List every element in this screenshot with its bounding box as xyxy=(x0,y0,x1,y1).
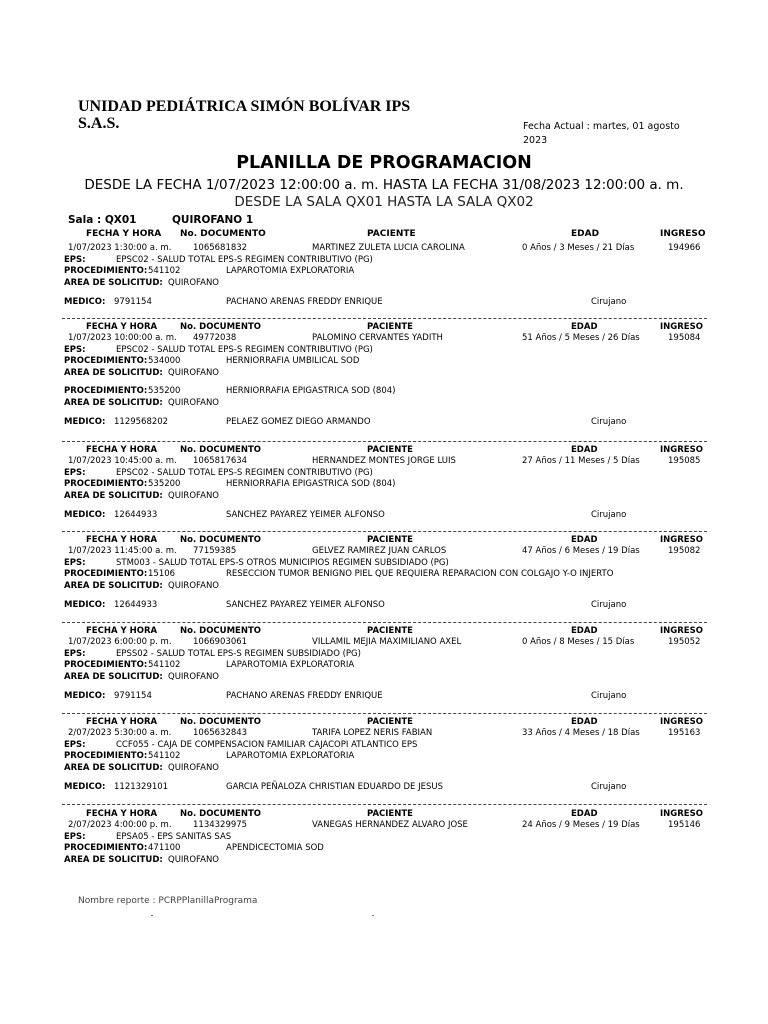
record-separator xyxy=(62,441,707,442)
room-label: Sala : QX01 xyxy=(68,214,137,226)
record-document-number: 1065681832 xyxy=(193,243,248,253)
area-label: AREA DE SOLICITUD: xyxy=(64,762,163,773)
doctor-label: MEDICO: xyxy=(64,782,106,792)
doctor-role: Cirujano xyxy=(591,782,627,792)
eps-label: EPS: xyxy=(64,739,86,750)
record-age: 33 Años / 4 Meses / 18 Días xyxy=(522,728,640,738)
procedure-name: LAPAROTOMIA EXPLORATORIA xyxy=(226,660,355,670)
doctor-name: SANCHEZ PAYAREZ YEIMER ALFONSO xyxy=(226,600,385,610)
eps-label: EPS: xyxy=(64,648,86,659)
doctor-label: MEDICO: xyxy=(64,417,106,427)
area-label: AREA DE SOLICITUD: xyxy=(64,277,163,288)
procedure-name: HERNIORRAFIA UMBILICAL SOD xyxy=(226,356,360,366)
current-date-year: 2023 xyxy=(523,135,548,146)
procedure-name: HERNIORRAFIA EPIGASTRICA SOD (804) xyxy=(226,386,396,396)
doctor-id: 9791154 xyxy=(114,297,152,307)
doctor-role: Cirujano xyxy=(591,691,627,701)
doctor-role: Cirujano xyxy=(591,297,627,307)
request-area: QUIROFANO xyxy=(168,490,219,501)
header-age: EDAD xyxy=(571,321,598,332)
header-age: EDAD xyxy=(571,534,598,545)
header-document-number: No. DOCUMENTO xyxy=(180,444,261,455)
doctor-label: MEDICO: xyxy=(64,510,106,520)
request-area: QUIROFANO xyxy=(168,277,219,288)
record-eps: EPSC02 - SALUD TOTAL EPS-S REGIMEN CONTRIBUTIVO (PG) xyxy=(116,467,373,478)
header-age: EDAD xyxy=(571,625,598,636)
header-date-time: FECHA Y HORA xyxy=(86,625,158,636)
doctor-role: Cirujano xyxy=(591,417,627,427)
record-document-number: 1065632843 xyxy=(193,728,248,738)
record-patient-name: MARTINEZ ZULETA LUCIA CAROLINA xyxy=(312,243,465,253)
procedure-code: 541102 xyxy=(148,751,181,761)
doctor-label: MEDICO: xyxy=(64,600,106,610)
doctor-name: PELAEZ GOMEZ DIEGO ARMANDO xyxy=(226,417,371,427)
doctor-role: Cirujano xyxy=(591,600,627,610)
doctor-id: 1121329101 xyxy=(114,782,169,792)
doctor-id: 12644933 xyxy=(114,510,158,520)
report-name: Nombre reporte : PCRPPlanillaPrograma xyxy=(78,896,258,906)
record-eps: EPSC02 - SALUD TOTAL EPS-S REGIMEN CONTRIBUTIVO (PG) xyxy=(116,254,373,265)
record-document-number: 49772038 xyxy=(193,333,237,343)
header-document-number: No. DOCUMENTO xyxy=(180,534,261,545)
header-admission: INGRESO xyxy=(660,625,703,636)
doctor-role: Cirujano xyxy=(591,510,627,520)
record-admission-number: 195084 xyxy=(668,333,701,343)
doctor-id: 1129568202 xyxy=(114,417,169,427)
request-area: QUIROFANO xyxy=(168,854,219,865)
doctor-label: MEDICO: xyxy=(64,297,106,307)
header-date-time: FECHA Y HORA xyxy=(86,716,158,727)
record-admission-number: 195163 xyxy=(668,728,701,738)
record-eps: EPSC02 - SALUD TOTAL EPS-S REGIMEN CONTRIBUTIVO (PG) xyxy=(116,344,373,355)
eps-label: EPS: xyxy=(64,557,86,568)
header-patient: PACIENTE xyxy=(367,808,413,819)
record-admission-number: 195146 xyxy=(668,820,701,830)
operating-room-name: QUIROFANO 1 xyxy=(172,214,254,226)
header-date-time: FECHA Y HORA xyxy=(86,444,158,455)
request-area: QUIROFANO xyxy=(168,367,219,378)
procedure-label: PROCEDIMIENTO: xyxy=(64,843,148,853)
record-separator xyxy=(62,531,707,532)
eps-label: EPS: xyxy=(64,831,86,842)
procedure-code: 471100 xyxy=(148,843,181,853)
header-patient: PACIENTE xyxy=(367,321,413,332)
header-document-number: No. DOCUMENTO xyxy=(180,625,261,636)
procedure-code: 535200 xyxy=(148,479,181,489)
record-patient-name: PALOMINO CERVANTES YADITH xyxy=(312,333,443,343)
record-document-number: 1066903061 xyxy=(193,637,248,647)
procedure-label: PROCEDIMIENTO: xyxy=(64,751,148,761)
record-eps: EPSS02 - SALUD TOTAL EPS-S REGIMEN SUBSIDIADO (PG) xyxy=(116,648,361,659)
clipped-header-document: No. DOCUMENTO xyxy=(180,229,266,239)
room-range: DESDE LA SALA QX01 HASTA LA SALA QX02 xyxy=(234,194,534,210)
clipped-header-admission: INGRESO xyxy=(660,229,706,239)
record-admission-number: 195082 xyxy=(668,546,701,556)
record-date-time: 1/07/2023 1:30:00 a. m. xyxy=(68,243,172,253)
procedure-name: RESECCION TUMOR BENIGNO PIEL QUE REQUIERA REPARACION CON COLGAJO Y-O INJERTO xyxy=(226,569,614,579)
procedure-code: 541102 xyxy=(148,266,181,276)
header-age: EDAD xyxy=(571,716,598,727)
eps-label: EPS: xyxy=(64,467,86,478)
procedure-label: PROCEDIMIENTO: xyxy=(64,356,148,366)
request-area: QUIROFANO xyxy=(168,580,219,591)
area-label: AREA DE SOLICITUD: xyxy=(64,397,163,408)
procedure-label: PROCEDIMIENTO: xyxy=(64,660,148,670)
record-separator xyxy=(62,713,707,714)
clipped-header-patient: PACIENTE xyxy=(367,229,416,239)
organization-name-line2: S.A.S. xyxy=(78,115,120,132)
header-patient: PACIENTE xyxy=(367,444,413,455)
record-date-time: 1/07/2023 10:00:00 a. m. xyxy=(68,333,177,343)
date-range: DESDE LA FECHA 1/07/2023 12:00:00 a. m. HASTA LA FECHA 31/08/2023 12:00:00 a. m. xyxy=(84,177,684,193)
procedure-name: LAPAROTOMIA EXPLORATORIA xyxy=(226,266,355,276)
header-document-number: No. DOCUMENTO xyxy=(180,321,261,332)
record-separator xyxy=(62,622,707,623)
request-area: QUIROFANO xyxy=(168,762,219,773)
eps-label: EPS: xyxy=(64,344,86,355)
record-age: 47 Años / 6 Meses / 19 Días xyxy=(522,546,640,556)
record-patient-name: VILLAMIL MEJIA MAXIMILIANO AXEL xyxy=(312,637,462,647)
procedure-label: PROCEDIMIENTO: xyxy=(64,266,148,276)
doctor-name: SANCHEZ PAYAREZ YEIMER ALFONSO xyxy=(226,510,385,520)
organization-name xyxy=(78,98,410,132)
header-patient: PACIENTE xyxy=(367,716,413,727)
procedure-label: PROCEDIMIENTO: xyxy=(64,479,148,489)
record-date-time: 1/07/2023 11:45:00 a. m. xyxy=(68,546,177,556)
area-label: AREA DE SOLICITUD: xyxy=(64,367,163,378)
request-area: QUIROFANO xyxy=(168,671,219,682)
record-admission-number: 195085 xyxy=(668,456,701,466)
area-label: AREA DE SOLICITUD: xyxy=(64,580,163,591)
record-date-time: 1/07/2023 10:45:00 a. m. xyxy=(68,456,177,466)
doctor-name: PACHANO ARENAS FREDDY ENRIQUE xyxy=(226,297,383,307)
footer-mark xyxy=(372,915,374,916)
header-date-time: FECHA Y HORA xyxy=(86,808,158,819)
header-date-time: FECHA Y HORA xyxy=(86,534,158,545)
record-eps: EPSA05 - EPS SANITAS SAS xyxy=(116,831,232,842)
header-patient: PACIENTE xyxy=(367,534,413,545)
record-separator xyxy=(62,318,707,319)
page-title: PLANILLA DE PROGRAMACION xyxy=(236,153,532,173)
record-date-time: 1/07/2023 6:00:00 p. m. xyxy=(68,637,172,647)
record-patient-name: GELVEZ RAMIREZ JUAN CARLOS xyxy=(312,546,447,556)
record-age: 0 Años / 3 Meses / 21 Días xyxy=(522,243,635,253)
doctor-name: GARCIA PEÑALOZA CHRISTIAN EDUARDO DE JESUS xyxy=(226,782,443,792)
record-date-time: 2/07/2023 5:30:00 a. m. xyxy=(68,728,172,738)
record-age: 51 Años / 5 Meses / 26 Días xyxy=(522,333,640,343)
footer-mark xyxy=(151,915,153,916)
header-admission: INGRESO xyxy=(660,534,703,545)
procedure-code: 535200 xyxy=(148,386,181,396)
current-date: Fecha Actual : martes, 01 agosto xyxy=(523,121,680,132)
header-admission: INGRESO xyxy=(660,444,703,455)
record-patient-name: VANEGAS HERNANDEZ ALVARO JOSE xyxy=(312,820,468,830)
header-admission: INGRESO xyxy=(660,321,703,332)
record-admission-number: 195052 xyxy=(668,637,701,647)
header-admission: INGRESO xyxy=(660,808,703,819)
record-age: 0 Años / 8 Meses / 15 Días xyxy=(522,637,635,647)
organization-name-line1: UNIDAD PEDIÁTRICA SIMÓN BOLÍVAR IPS xyxy=(78,98,411,115)
area-label: AREA DE SOLICITUD: xyxy=(64,854,163,865)
area-label: AREA DE SOLICITUD: xyxy=(64,490,163,501)
record-date-time: 2/07/2023 4:00:00 p. m. xyxy=(68,820,172,830)
record-document-number: 1134329975 xyxy=(193,820,248,830)
record-patient-name: TARIFA LOPEZ NERIS FABIAN xyxy=(312,728,433,738)
header-age: EDAD xyxy=(571,808,598,819)
area-label: AREA DE SOLICITUD: xyxy=(64,671,163,682)
record-document-number: 1065817634 xyxy=(193,456,248,466)
header-document-number: No. DOCUMENTO xyxy=(180,808,261,819)
record-document-number: 77159385 xyxy=(193,546,237,556)
header-age: EDAD xyxy=(571,444,598,455)
procedure-label: PROCEDIMIENTO: xyxy=(64,569,148,579)
procedure-name: LAPAROTOMIA EXPLORATORIA xyxy=(226,751,355,761)
record-separator xyxy=(62,804,707,805)
clipped-header-age: EDAD xyxy=(571,229,600,239)
header-patient: PACIENTE xyxy=(367,625,413,636)
doctor-id: 9791154 xyxy=(114,691,152,701)
record-age: 27 Años / 11 Meses / 5 Días xyxy=(522,456,640,466)
procedure-label: PROCEDIMIENTO: xyxy=(64,386,148,396)
procedure-code: 15106 xyxy=(148,569,176,579)
doctor-id: 12644933 xyxy=(114,600,158,610)
doctor-name: PACHANO ARENAS FREDDY ENRIQUE xyxy=(226,691,383,701)
record-eps: CCF055 - CAJA DE COMPENSACION FAMILIAR CAJACOPI ATLANTICO EPS xyxy=(116,739,418,750)
record-age: 24 Años / 9 Meses / 19 Días xyxy=(522,820,640,830)
record-patient-name: HERNANDEZ MONTES JORGE LUIS xyxy=(312,456,456,466)
header-document-number: No. DOCUMENTO xyxy=(180,716,261,727)
header-date-time: FECHA Y HORA xyxy=(86,321,158,332)
procedure-code: 534000 xyxy=(148,356,181,366)
doctor-label: MEDICO: xyxy=(64,691,106,701)
request-area: QUIROFANO xyxy=(168,397,219,408)
procedure-code: 541102 xyxy=(148,660,181,670)
header-admission: INGRESO xyxy=(660,716,703,727)
record-eps: STM003 - SALUD TOTAL EPS-S OTROS MUNICIPIOS REGIMEN SUBSIDIADO (PG) xyxy=(116,557,449,568)
procedure-name: HERNIORRAFIA EPIGASTRICA SOD (804) xyxy=(226,479,396,489)
eps-label: EPS: xyxy=(64,254,86,265)
procedure-name: APENDICECTOMIA SOD xyxy=(226,843,324,853)
record-admission-number: 194966 xyxy=(668,243,701,253)
clipped-header-date: FECHA Y HORA xyxy=(86,229,162,239)
